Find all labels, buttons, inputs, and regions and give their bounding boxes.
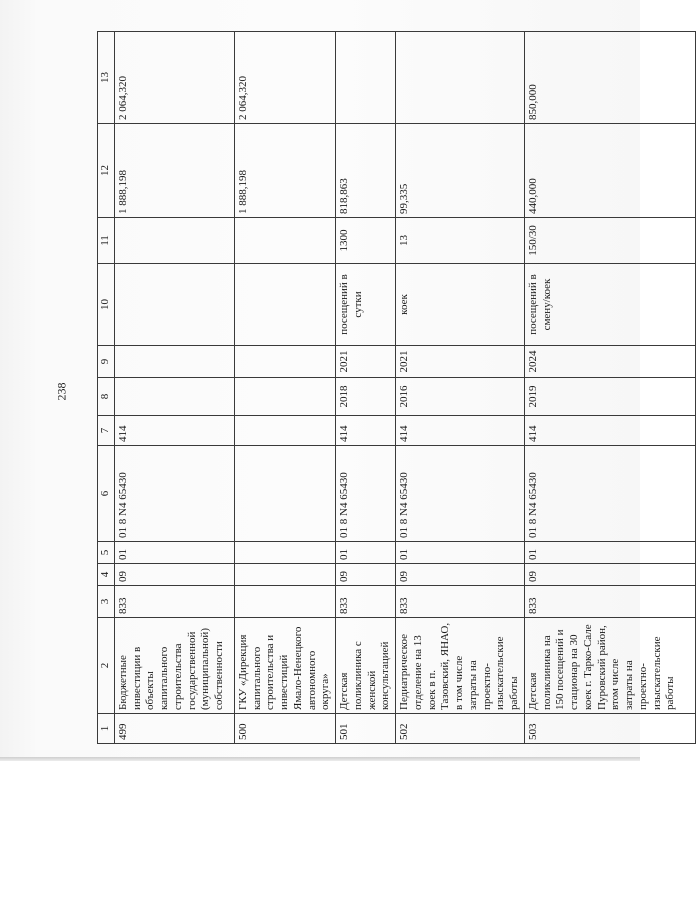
cell-col11: 13 <box>396 218 525 264</box>
cell-col3: 833 <box>524 586 695 618</box>
header-cell: 3 <box>98 586 115 618</box>
table-row <box>524 32 695 744</box>
header-cell: 6 <box>98 446 115 542</box>
row-number: 502 <box>396 714 525 744</box>
cell-col13: 850,000 <box>524 32 695 124</box>
cell-col4 <box>234 564 335 586</box>
cell-col10 <box>114 264 234 346</box>
header-cell: 13 <box>98 32 115 124</box>
cell-col9: 2021 <box>396 346 525 378</box>
cell-col9 <box>114 346 234 378</box>
cell-col8 <box>234 378 335 416</box>
row-name: Детская поликлиника с женской консультацией <box>336 618 396 714</box>
cell-col8: 2016 <box>396 378 525 416</box>
cell-col8: 2018 <box>336 378 396 416</box>
row-name: Педиатрическое отделение на 13 коек в п. Тазовский, ЯНАО, в том числе затраты на проектно-изыскательские работы <box>396 618 525 714</box>
cell-col4: 09 <box>336 564 396 586</box>
row-number: 501 <box>336 714 396 744</box>
cell-col13: 2 064,320 <box>114 32 234 124</box>
cell-col10: посещений в сутки <box>336 264 396 346</box>
cell-col12: 440,000 <box>524 124 695 218</box>
budget-table <box>97 31 696 744</box>
row-number: 503 <box>524 714 695 744</box>
cell-col8: 2019 <box>524 378 695 416</box>
cell-col5: 01 <box>524 542 695 564</box>
cell-col6: 01 8 N4 65430 <box>524 446 695 542</box>
cell-col7: 414 <box>524 416 695 446</box>
row-number: 500 <box>234 714 335 744</box>
header-cell: 1 <box>98 714 115 744</box>
cell-col4: 09 <box>524 564 695 586</box>
cell-col3: 833 <box>114 586 234 618</box>
cell-col13: 2 064,320 <box>234 32 335 124</box>
scan-edge <box>0 757 640 761</box>
cell-col7: 414 <box>396 416 525 446</box>
cell-col4: 09 <box>114 564 234 586</box>
header-cell: 12 <box>98 124 115 218</box>
header-cell: 8 <box>98 378 115 416</box>
cell-col11: 1300 <box>336 218 396 264</box>
cell-col10 <box>234 264 335 346</box>
cell-col5: 01 <box>396 542 525 564</box>
cell-col9: 2021 <box>336 346 396 378</box>
cell-col12: 99,335 <box>396 124 525 218</box>
cell-col13 <box>336 32 396 124</box>
header-cell: 11 <box>98 218 115 264</box>
header-cell: 4 <box>98 564 115 586</box>
header-cell: 5 <box>98 542 115 564</box>
cell-col6: 01 8 N4 65430 <box>114 446 234 542</box>
cell-col7 <box>234 416 335 446</box>
table-row <box>114 32 234 744</box>
cell-col9: 2024 <box>524 346 695 378</box>
table-row <box>396 32 525 744</box>
header-cell: 9 <box>98 346 115 378</box>
cell-col13 <box>396 32 525 124</box>
cell-col11 <box>114 218 234 264</box>
row-name: Детская поликлиника на 150 посещений и стационар на 30 коек г. Тарко-Сале Пуровский район, втом числе затраты на проектно-изыскательские работы <box>524 618 695 714</box>
cell-col10: посещений в смену/коек <box>524 264 695 346</box>
header-cell: 7 <box>98 416 115 446</box>
cell-col5: 01 <box>114 542 234 564</box>
cell-col12: 1 888,198 <box>114 124 234 218</box>
cell-col6: 01 8 N4 65430 <box>336 446 396 542</box>
cell-col3: 833 <box>336 586 396 618</box>
table-row <box>234 32 335 744</box>
cell-col7: 414 <box>114 416 234 446</box>
cell-col6 <box>234 446 335 542</box>
cell-col9 <box>234 346 335 378</box>
page-number: 238 <box>54 382 69 401</box>
cell-col11 <box>234 218 335 264</box>
table-row <box>336 32 396 744</box>
header-row <box>98 32 115 744</box>
cell-col10: коек <box>396 264 525 346</box>
rotated-table-container <box>97 32 677 744</box>
cell-col4: 09 <box>396 564 525 586</box>
cell-col7: 414 <box>336 416 396 446</box>
cell-col5 <box>234 542 335 564</box>
cell-col3: 833 <box>396 586 525 618</box>
row-number: 499 <box>114 714 234 744</box>
table-wrapper <box>97 32 677 744</box>
cell-col12: 1 888,198 <box>234 124 335 218</box>
cell-col12: 818,863 <box>336 124 396 218</box>
row-name: Бюджетные инвестиции в объекты капитального строительства государственной (муниципальной) собственности <box>114 618 234 714</box>
cell-col3 <box>234 586 335 618</box>
header-cell: 2 <box>98 618 115 714</box>
header-cell: 10 <box>98 264 115 346</box>
cell-col8 <box>114 378 234 416</box>
row-name: ГКУ «Дирекция капитального строительства и инвестиций Ямало-Ненецкого автономного округа» <box>234 618 335 714</box>
cell-col5: 01 <box>336 542 396 564</box>
cell-col6: 01 8 N4 65430 <box>396 446 525 542</box>
cell-col11: 150/30 <box>524 218 695 264</box>
